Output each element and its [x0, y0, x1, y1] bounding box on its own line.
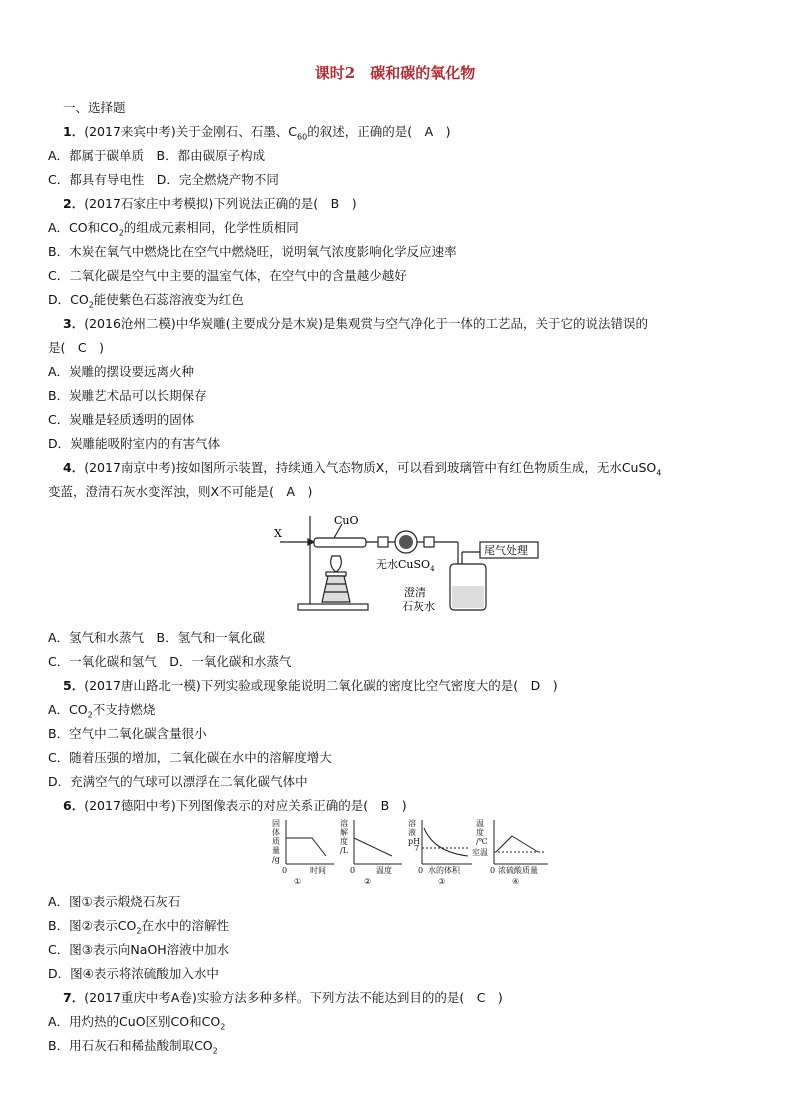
question-4-stem: 4．(2017南京中考)按如图所示装置，持续通入气态物质X，可以看到玻璃管中有红色物质生成，无水CuSO$_4$ [63, 460, 662, 478]
svg-text:7: 7 [414, 844, 420, 853]
question-2-option-b: B．木炭在氧气中燃烧比在空气中燃烧旺，说明氧气浓度影响化学反应速率 [48, 244, 457, 259]
svg-text:体: 体 [272, 828, 280, 837]
question-5-option-a: A．$CO_2$不支持燃烧 [48, 702, 156, 720]
svg-text:浓硫酸质量: 浓硫酸质量 [498, 866, 538, 875]
label-x: X [274, 527, 282, 540]
graph-3 [408, 818, 472, 886]
graph-1-curve [286, 838, 326, 856]
svg-text:解: 解 [340, 828, 348, 837]
question-3-option-a: A．炭雕的摆设要远离火种 [48, 364, 195, 379]
graph-4-curve [496, 836, 538, 852]
svg-text:量: 量 [272, 846, 280, 855]
svg-text:④: ④ [512, 877, 520, 886]
svg-text:温度: 温度 [376, 866, 392, 875]
question-5-option-c: C．随着压强的增加，二氧化碳在水中的溶解度增大 [48, 750, 332, 765]
svg-text:液: 液 [408, 828, 416, 837]
svg-text:水的体积: 水的体积 [428, 866, 460, 875]
question-3-option-d: D．炭雕能吸附室内的有害气体 [48, 436, 221, 451]
svg-text:固: 固 [272, 819, 280, 828]
svg-text:0: 0 [490, 866, 496, 875]
page-title: 课时2 碳和碳的氧化物 [314, 64, 476, 82]
svg-text:/g: /g [272, 855, 280, 864]
question-6-option-c: C．图③表示向NaOH溶液中加水 [48, 942, 230, 957]
question-4-stem-cont: 变蓝，澄清石灰水变浑浊，则X不可能是( A ) [48, 484, 313, 499]
question-7-option-b: B．用石灰石和稀盐酸制取$CO_2$ [48, 1038, 218, 1056]
question-6-option-d: D．图④表示将浓硫酸加入水中 [48, 966, 219, 981]
svg-text:溶: 溶 [340, 819, 348, 828]
svg-text:0: 0 [282, 866, 288, 875]
question-3-stem: 3．(2016沧州二模)中华炭雕(主要成分是木炭)是集观赏与空气净化于一体的工艺品，关于它的说法错误的 [63, 316, 649, 331]
graphs-figure [272, 818, 552, 890]
graph-2 [340, 818, 402, 886]
svg-text:时间: 时间 [310, 866, 326, 875]
svg-text:①: ① [294, 877, 302, 886]
svg-text:度: 度 [476, 828, 484, 837]
question-2-option-a: A．CO和$CO_2$的组成元素相同，化学性质相同 [48, 220, 299, 238]
section-heading: 一、选择题 [63, 100, 126, 115]
apparatus-figure [270, 512, 540, 616]
label-lime-1: 澄清 [404, 586, 426, 599]
question-1-stem: 1．(2017来宾中考)关于金刚石、石墨、$C_{60}$的叙述，正确的是( A ) [63, 124, 451, 142]
svg-text:室温: 室温 [472, 848, 488, 857]
svg-text:度: 度 [340, 837, 348, 846]
label-lime-2: 石灰水 [402, 600, 435, 613]
svg-text:pH: pH [408, 837, 421, 846]
svg-text:/L: /L [340, 846, 349, 855]
question-3-option-b: B．炭雕艺术品可以长期保存 [48, 388, 207, 403]
question-3-option-c: C．炭雕是轻质透明的固体 [48, 412, 195, 427]
svg-text:温: 温 [476, 819, 484, 828]
svg-text:0: 0 [350, 866, 356, 875]
question-7-option-a: A．用灼热的CuO区别CO和$CO_2$ [48, 1014, 226, 1032]
svg-text:③: ③ [438, 877, 446, 886]
question-2-option-d: D．$CO_2$能使紫色石蕊溶液变为红色 [48, 292, 244, 310]
label-cuso4: 无水CuSO$_4$ [376, 558, 435, 573]
graph-3-curve [424, 828, 468, 856]
question-4-options-cd: C．一氧化碳和氢气 D．一氧化碳和水蒸气 [48, 654, 292, 669]
question-5-option-b: B．空气中二氧化碳含量很小 [48, 726, 207, 741]
graph-2-curve [354, 838, 392, 856]
question-2-option-c: C．二氧化碳是空气中主要的温室气体，在空气中的含量越少越好 [48, 268, 407, 283]
question-2-stem: 2．(2017石家庄中考模拟)下列说法正确的是( B ) [63, 196, 357, 211]
question-6-option-b: B．图②表示$CO_2$在水中的溶解性 [48, 918, 229, 936]
question-6-stem: 6．(2017德阳中考)下列图像表示的对应关系正确的是( B ) [63, 798, 407, 813]
label-tail-gas: 尾气处理 [484, 544, 528, 557]
question-3-stem-cont: 是( C ) [48, 340, 104, 355]
label-cuo: CuO [334, 514, 359, 527]
svg-text:质: 质 [272, 837, 280, 846]
svg-text:②: ② [364, 877, 372, 886]
graph-1 [272, 819, 334, 886]
question-5-stem: 5．(2017唐山路北一模)下列实验或现象能说明二氧化碳的密度比空气密度大的是( D ) [63, 678, 558, 693]
svg-text:/℃: /℃ [476, 837, 488, 846]
question-4-options-ab: A．氢气和水蒸气 B．氢气和一氧化碳 [48, 630, 266, 645]
question-6-option-a: A．图①表示煅烧石灰石 [48, 894, 181, 909]
question-7-stem: 7．(2017重庆中考A卷)实验方法多种多样。下列方法不能达到目的的是( C ) [63, 990, 503, 1005]
question-5-option-d: D．充满空气的气球可以漂浮在二氧化碳气体中 [48, 774, 308, 789]
graph-4 [472, 819, 548, 886]
svg-text:0: 0 [418, 866, 424, 875]
svg-text:溶: 溶 [408, 819, 416, 828]
question-1-options-cd: C．都具有导电性 D．完全燃烧产物不同 [48, 172, 279, 187]
question-1-options-ab: A．都属于碳单质 B．都由碳原子构成 [48, 148, 266, 163]
